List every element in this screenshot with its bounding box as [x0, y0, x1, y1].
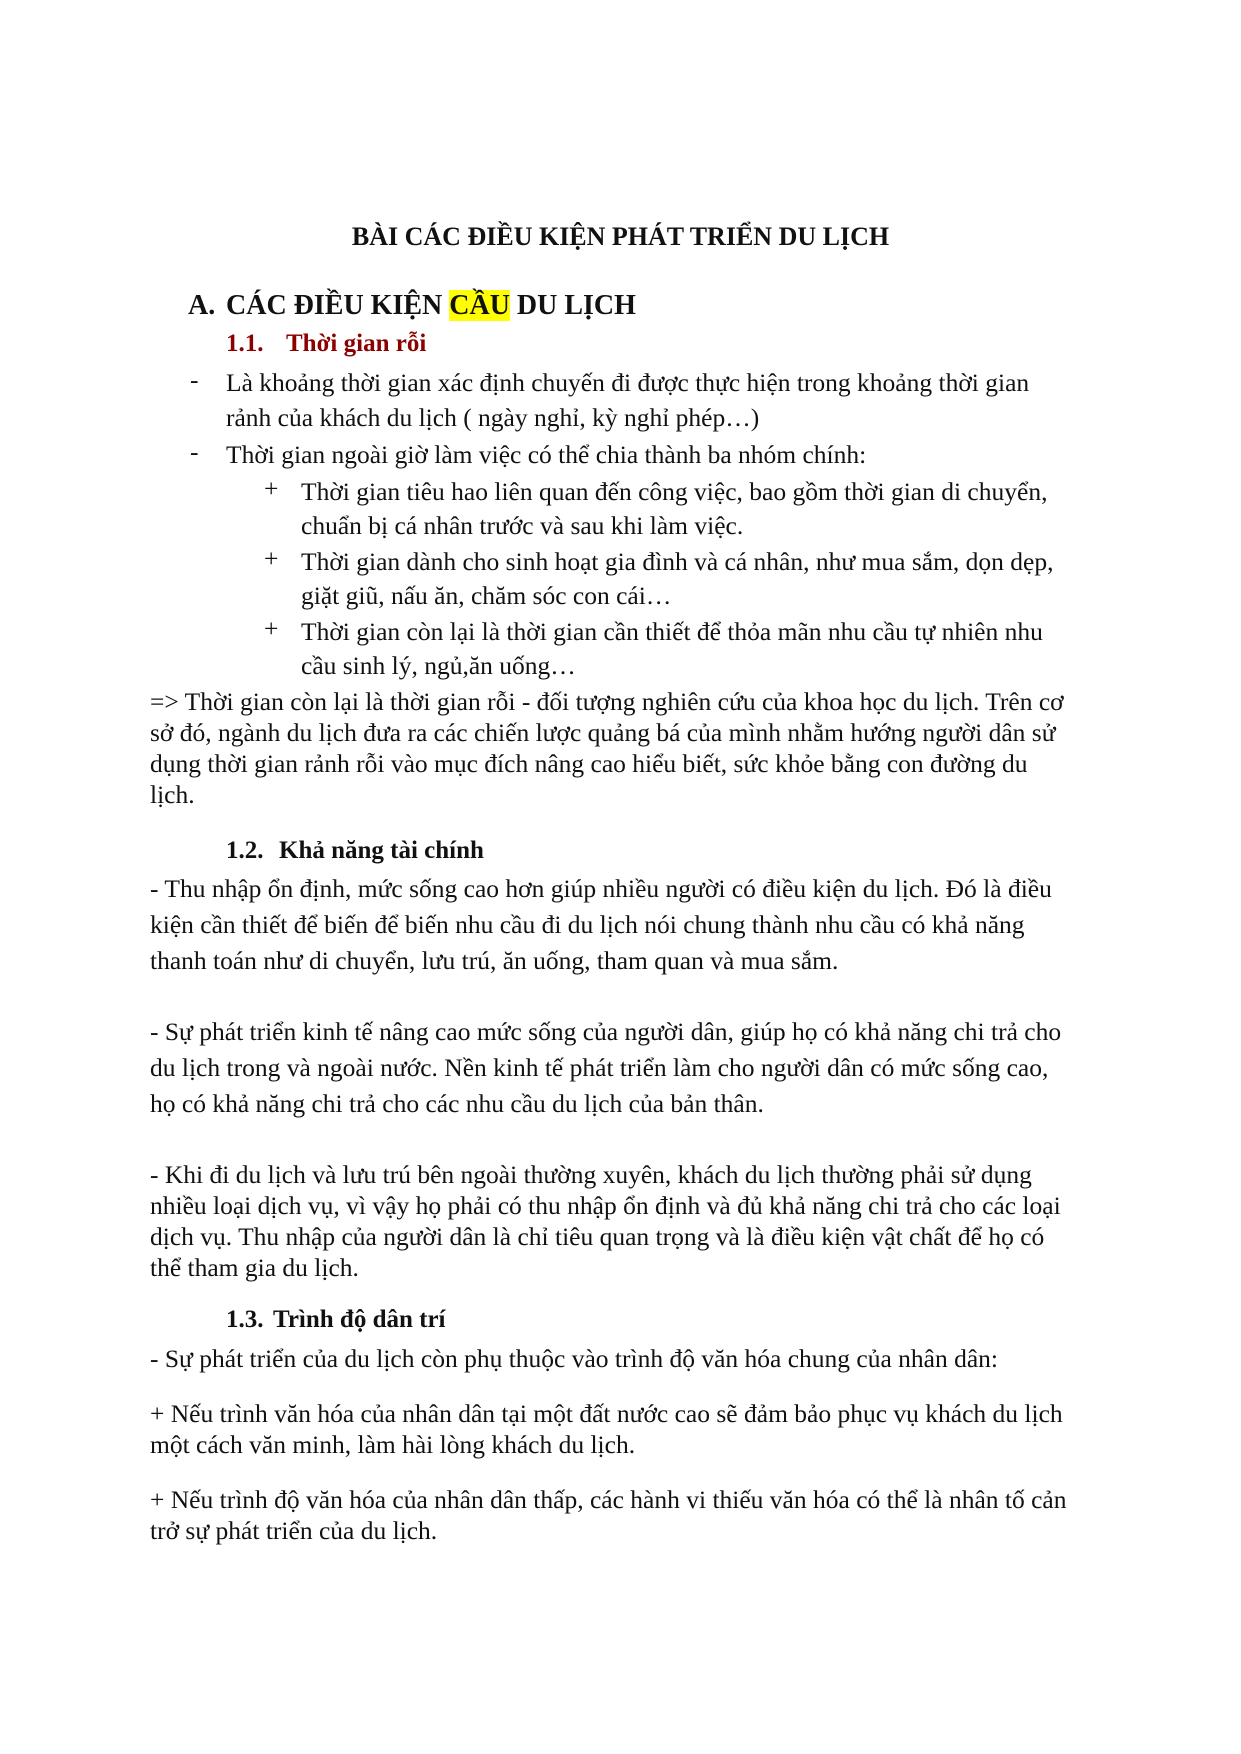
paragraph-line: - Thu nhập ổn định, mức sống cao hơn giúp nhiều người có điều kiện du lịch. Đó là điều: [150, 874, 1052, 903]
dash-marker: -: [190, 437, 199, 466]
subsection-1-2-title: Khả năng tài chính: [279, 837, 484, 864]
plus-item-line: Thời gian còn lại là thời gian cần thiết để thỏa mãn nhu cầu tự nhiên nhu: [301, 617, 1043, 646]
paragraph-line: - Sự phát triển của du lịch còn phụ thuộc vào trình độ văn hóa chung của nhân dân:: [150, 1344, 999, 1373]
plus-marker: +: [264, 614, 279, 643]
dash-item-line: Là khoảng thời gian xác định chuyến đi được thực hiện trong khoảng thời gian: [226, 368, 1030, 397]
paragraph-line: thanh toán như di chuyển, lưu trú, ăn uống, tham quan và mua sắm.: [150, 946, 839, 975]
plus-marker: +: [264, 474, 279, 503]
paragraph-line: du lịch trong và ngoài nước. Nền kinh tế phát triển làm cho người dân có mức sống cao,: [150, 1053, 1049, 1082]
section-a-heading: [226, 290, 636, 322]
plus-item-line: giặt giũ, nấu ăn, chăm sóc con cái…: [301, 581, 672, 610]
plus-item-line: Thời gian tiêu hao liên quan đến công việc, bao gồm thời gian di chuyển,: [301, 477, 1048, 506]
paragraph-line: một cách văn minh, làm hài lòng khách du lịch.: [150, 1430, 636, 1459]
document-title: BÀI CÁC ĐIỀU KIỆN PHÁT TRIỂN DU LỊCH: [351, 222, 890, 251]
dash-marker: -: [190, 365, 199, 394]
conclusion-line: dụng thời gian rảnh rỗi vào mục đích nâng cao hiểu biết, sức khỏe bằng con đường du: [150, 749, 1028, 778]
plus-item-line: cầu sinh lý, ngủ,ăn uống…: [301, 651, 576, 680]
paragraph-line: họ có khả năng chi trả cho các nhu cầu du lịch của bản thân.: [150, 1089, 764, 1118]
paragraph-line: - Khi đi du lịch và lưu trú bên ngoài thường xuyên, khách du lịch thường phải sử dụng: [150, 1160, 1032, 1189]
section-a-marker: A.: [188, 290, 216, 321]
section-a-heading-end: DU LỊCH: [509, 290, 636, 321]
subsection-1-1-number: 1.1.: [226, 330, 264, 357]
paragraph-line: + Nếu trình văn hóa của nhân dân tại một đất nước cao sẽ đảm bảo phục vụ khách du lịch: [150, 1399, 1063, 1428]
conclusion-line: => Thời gian còn lại là thời gian rỗi - đối tượng nghiên cứu của khoa học du lịch. Trên cơ: [150, 687, 1064, 716]
conclusion-line: sở đó, ngành du lịch đưa ra các chiến lược quảng bá của mình nhằm hướng người dân sử: [150, 718, 1056, 747]
subsection-1-1-title: Thời gian rỗi: [286, 330, 427, 357]
plus-item-line: Thời gian dành cho sinh hoạt gia đình và cá nhân, như mua sắm, dọn dẹp,: [301, 547, 1054, 576]
plus-item-line: chuẩn bị cá nhân trước và sau khi làm việc.: [301, 511, 744, 540]
paragraph-line: thể tham gia du lịch.: [150, 1253, 359, 1282]
subsection-1-2-number: 1.2.: [226, 837, 264, 864]
section-a-highlight: CẦU: [449, 290, 510, 321]
subsection-1-3-number: 1.3.: [226, 1306, 264, 1333]
dash-item-line: Thời gian ngoài giờ làm việc có thể chia thành ba nhóm chính:: [226, 440, 867, 469]
dash-item-line: rảnh của khách du lịch ( ngày nghỉ, kỳ nghỉ phép…): [226, 403, 760, 432]
section-a-heading-start: CÁC ĐIỀU KIỆN: [226, 290, 450, 321]
conclusion-line: lịch.: [150, 780, 195, 809]
paragraph-line: + Nếu trình độ văn hóa của nhân dân thấp, các hành vi thiếu văn hóa có thể là nhân tố cản: [150, 1485, 1067, 1514]
subsection-1-3-title: Trình độ dân trí: [273, 1306, 446, 1333]
paragraph-line: trở sự phát triển của du lịch.: [150, 1516, 438, 1545]
paragraph-line: dịch vụ. Thu nhập của người dân là chỉ tiêu quan trọng và là điều kiện vật chất để họ có: [150, 1222, 1045, 1251]
paragraph-line: nhiều loại dịch vụ, vì vậy họ phải có thu nhập ổn định và đủ khả năng chi trả cho các loại: [150, 1191, 1061, 1220]
paragraph-line: kiện cần thiết để biến để biến nhu cầu đi du lịch nói chung thành nhu cầu có khả năng: [150, 910, 1025, 939]
plus-marker: +: [264, 544, 279, 573]
paragraph-line: - Sự phát triển kinh tế nâng cao mức sống của người dân, giúp họ có khả năng chi trả cho: [150, 1017, 1062, 1046]
